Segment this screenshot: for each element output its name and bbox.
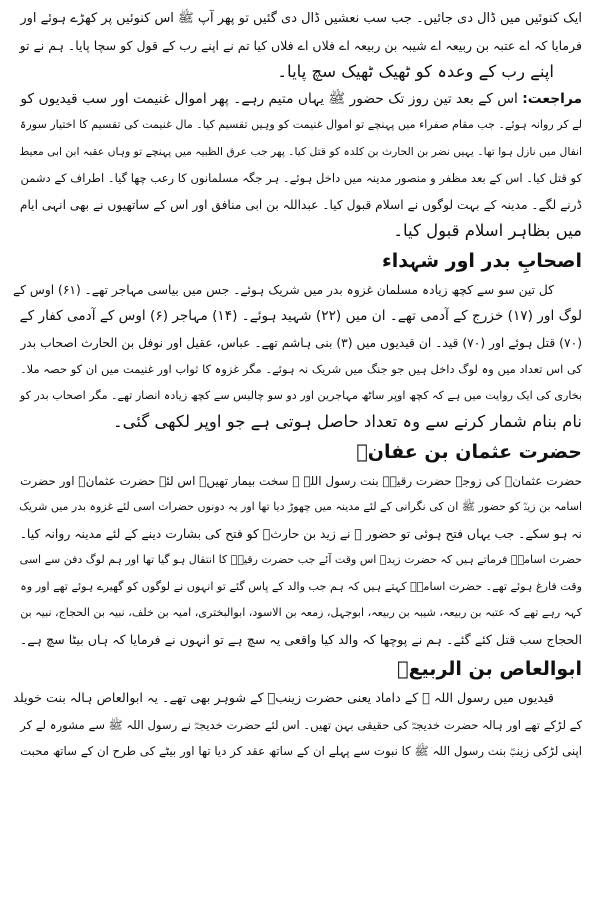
text-line: لے کر روانہ ہوئے۔ جب مقام صفراء میں پہنچے تو اموال غنیمت کو وہیں تقسیم کیا۔ مال غنیمت کی تقسیم کا اختیار سورۃ bbox=[19, 118, 582, 131]
text-line bbox=[8, 86, 582, 113]
paragraph-badr-companions bbox=[8, 277, 582, 436]
paragraph-1 bbox=[8, 6, 582, 86]
text-line: کل تین سو سے کچھ زیادہ مسلمان غزوہ بدر میں شریک ہوئے۔ جس میں بیاسی مہاجر تھے۔ (۶۱) اوس کے bbox=[13, 282, 554, 297]
text-line: الحجاج سب قتل کئے گئے۔ ہم نے پوچھا کہ والد کیا واقعی یہ سچ ہے تو انہوں نے فرمایا کہ ہاں بیٹا سچ ہے۔ bbox=[19, 631, 582, 647]
text-line: حضرت اسامہؓ فرماتے ہیں کہ حضرت زیدؓ اس وقت آئے جب حضرت رقیہؓ کا انتقال ہو گیا تھا اور ہم لوگ دفن سے اسی bbox=[19, 553, 582, 566]
text-line: نام بنام شمار کرنے سے وہ تعداد حاصل ہوتی ہے جو اوپر لکھی گئی۔ bbox=[112, 412, 582, 431]
text-line: قیدیوں میں رسول اللہ ﷺ کے داماد یعنی حضرت زینبؓ کے شوہر بھی تھے۔ یہ ابوالعاص ہالہ بنت خویلد bbox=[13, 690, 554, 705]
text-line: اسامہ بن زیدؓ کو حضور ﷺ ان کی نگرانی کے لئے مدینہ میں چھوڑ دیا تھا اور یہ دونوں حضرات اسی لئے غزوہ بدر میں شریک bbox=[19, 500, 582, 513]
paragraph-return bbox=[8, 86, 582, 245]
text-line: کو قتل کیا۔ اس کے بعد مظفر و منصور مدینہ میں داخل ہوئے۔ ہر جگہ مسلمانوں کا رعب چھا گیا۔ اطراف کے دشمن bbox=[20, 171, 582, 185]
text-line: کی اس تعداد میں وہ لوگ داخل ہیں جو جنگ میں شریک نہ ہوئے۔ مگر غزوہ کا ثواب اور غنیمت میں ان کو حصہ ملا۔ bbox=[19, 362, 582, 376]
text-line: اپنے رب کے وعدہ کو ٹھیک ٹھیک سچ پایا۔ bbox=[277, 62, 554, 81]
text-line: بخاری کی ایک روایت میں ہے کہ کچھ اوپر ساٹھ مہاجرین اور دو سو چالیس سے کچھ زیادہ انصار تھے۔ مگر اصحاب بدر کو bbox=[19, 388, 582, 402]
paragraph-uthman bbox=[8, 468, 582, 654]
text-line: انفال میں نازل ہوا تھا۔ یہیں نضر بن الحارث بن کلدہ کو قتل کیا۔ پھر جب عرق الظبیہ میں پہنچے تو وہاں عقبہ ابن ابی معیط bbox=[19, 144, 582, 158]
section-heading: ابوالعاص بن الربیعؓ bbox=[397, 658, 582, 680]
text-line: ڈرنے لگے۔ مدینہ کے بہت لوگوں نے اسلام قبول کیا۔ عبداللہ بن ابی منافق اور اس کے ساتھیوں نے بھی انہی ایام bbox=[19, 197, 582, 212]
text-line: کہہ رہے تھے کہ عتبہ بن ربیعہ، شیبہ بن ربیعہ، ابوجہل، زمعہ بن الاسود، ابوالبختری، امیہ بن خلف، نبیہ بن الحجاج، نبیہ بن bbox=[20, 606, 582, 619]
section-heading: حضرت عثمان بن عفانؓ bbox=[356, 440, 582, 463]
section-heading: اصحابِ بدر اور شہداء bbox=[382, 249, 582, 272]
text-line: وقت فارغ ہوئے تھے۔ حضرت اسامہؓ کہتے ہیں کہ ہم جب والد کے پاس گئے تو انہوں نے لوگوں کو گھیرے ہوئے تھے اور وہ bbox=[20, 579, 582, 593]
text-line: (۷۰) قتل ہوئے اور (۷۰) قید۔ ان قیدیوں میں (۳) بنی ہاشم تھے۔ عباس، عقیل اور نوفل بن الحارث اصحاب بدر bbox=[20, 335, 582, 350]
text-line: اپنی لڑکی زینبؓ بنت رسول اللہ ﷺ کا نبوت سے پہلے ان کے ساتھ عقد کر دیا تھا اور بیٹے کی طرح ان کے ساتھ محبت bbox=[20, 744, 582, 758]
paragraph-abul-aas bbox=[8, 685, 582, 765]
text-line: کے لڑکے تھے اور ہالہ حضرت خدیجہؓ کی حقیقی بہن تھیں۔ اس لئے حضرت خدیجہؓ نے رسول اللہ ﷺ سے مشورہ لے کر bbox=[20, 717, 582, 732]
text-line: حضرت عثمانؓ کی زوجہ حضرت رقیہؓ بنت رسول اللہ ﷺ سخت بیمار تھیں۔ اس لئے حضرت عثمانؓ اور حضرت bbox=[20, 473, 582, 488]
text-line: لوگ اور (۱۷) خزرج کے آدمی تھے۔ ان میں (۲۲) شہید ہوئے۔ (۱۴) مہاجر (۶) اوس کے آدمی کفار کے bbox=[19, 308, 582, 324]
paragraph-lead: مراجعت: bbox=[522, 90, 582, 107]
text-run: اس کے بعد تین روز تک حضور ﷺ یہاں متیم رہے۔ پھر اموال غنیمت اور سب قیدیوں کو bbox=[20, 90, 523, 107]
text-line: ایک کنوئیں میں ڈال دی جائیں۔ جب سب نعشیں ڈال دی گئیں تو پھر آپ ﷺ اس کنوئیں پر کھڑے ہوئے اور bbox=[20, 11, 582, 26]
text-line: نہ ہو سکے۔ جب یہاں فتح ہوئی تو حضور ﷺ نے زید بن حارثؓ کو فتح کی بشارت دینے کے لئے مدینہ روانہ کیا۔ bbox=[19, 526, 582, 541]
text-line: میں بظاہر اسلام قبول کیا۔ bbox=[393, 221, 582, 240]
text-line: فرمایا کہ اے عتبہ بن ربیعہ اے شیبہ بن ربیعہ اے فلاں اے فلاں کیا تم نے اپنے رب کے قول کو سچا پایا۔ ہم نے تو bbox=[19, 37, 582, 53]
